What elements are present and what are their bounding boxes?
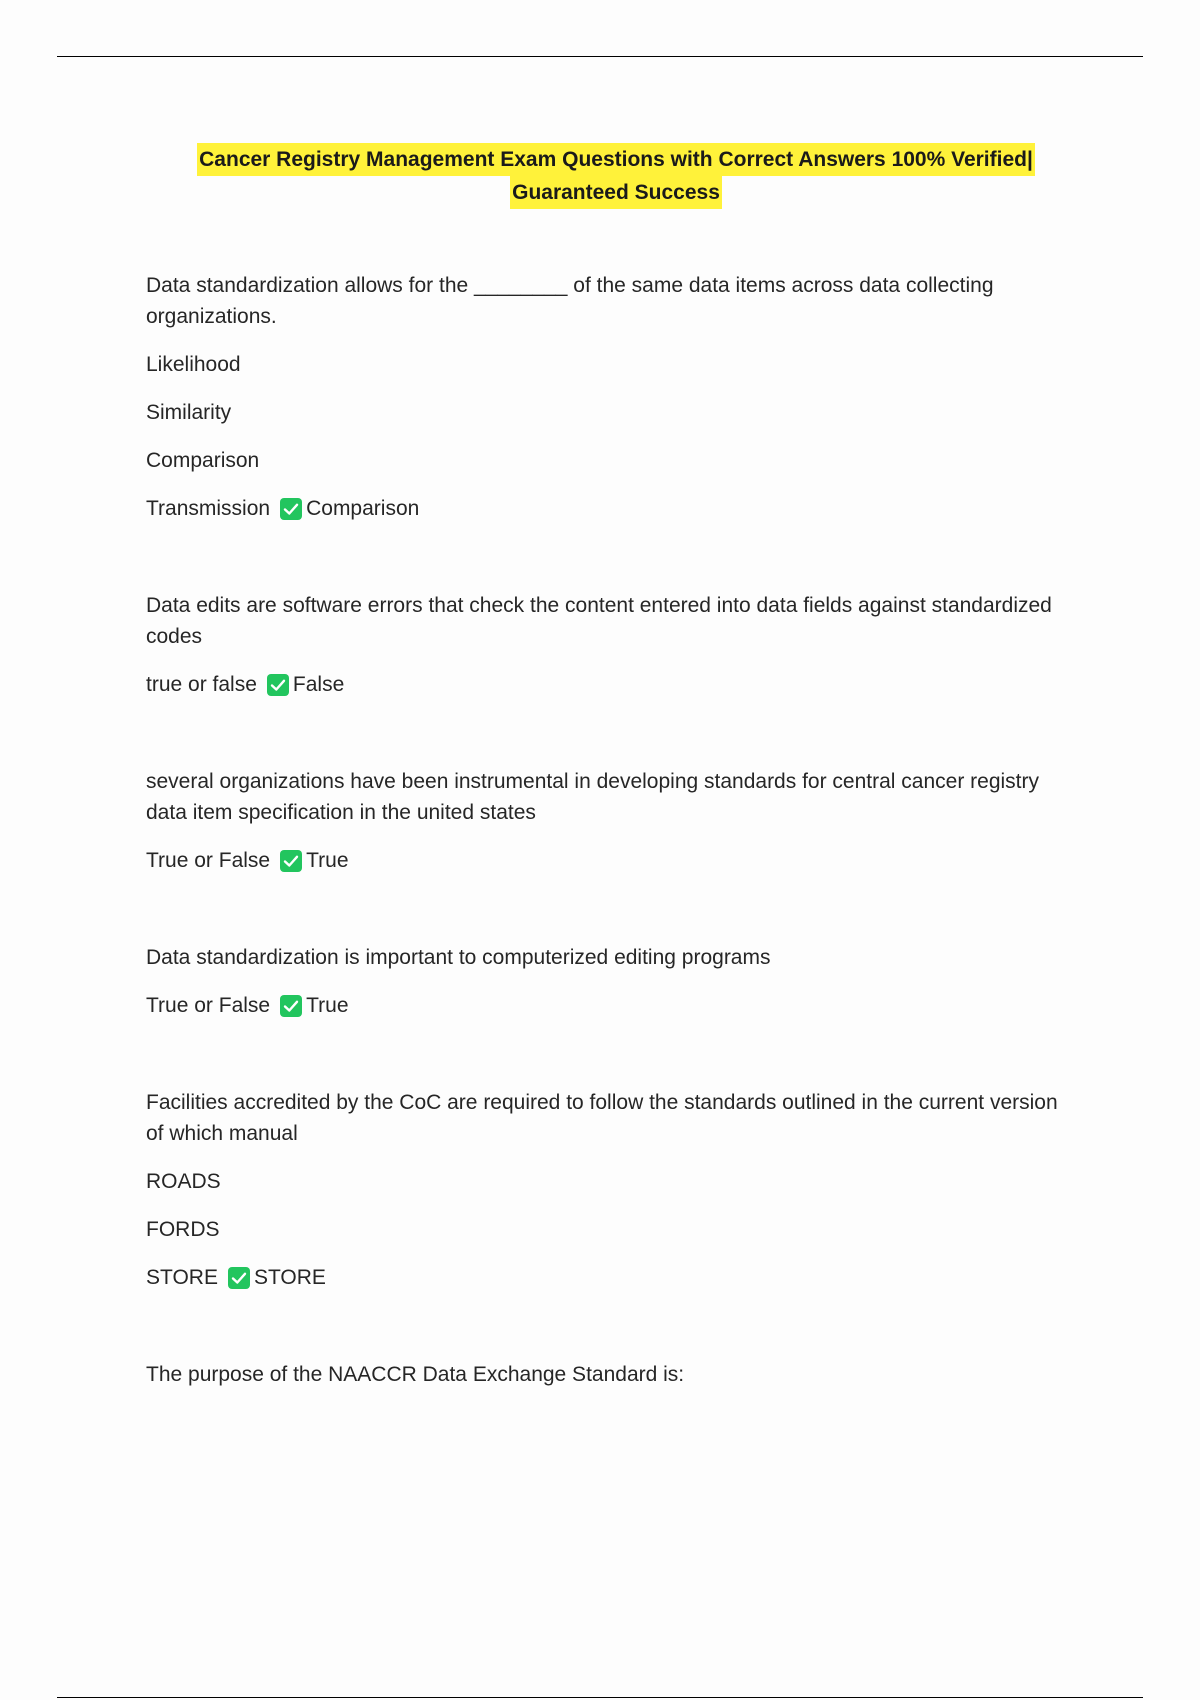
answer-option: True or False — [146, 849, 271, 872]
answer-option: True or False — [146, 994, 271, 1017]
question-text: Facilities accredited by the CoC are required to follow the standards outlined in the current version of which manual — [146, 1091, 1058, 1145]
answer-option: Likelihood — [146, 353, 241, 376]
question-item — [146, 270, 1076, 524]
title-line-2: Guaranteed Success — [510, 176, 722, 209]
question-text: several organizations have been instrumental in developing standards for central cancer registry data item specification in the united states — [146, 770, 1039, 824]
check-icon — [267, 674, 289, 696]
check-icon — [228, 1267, 250, 1289]
answer-option: true or false — [146, 673, 257, 696]
answer-row — [146, 669, 1076, 700]
footer-rule — [57, 1697, 1143, 1698]
question-item — [146, 766, 1076, 876]
question-text: Data standardization allows for the ________ of the same data items across data collecting organizations. — [146, 274, 994, 328]
correct-answer: True — [306, 849, 349, 872]
check-icon — [280, 995, 302, 1017]
answer-row — [146, 845, 1076, 876]
answer-option: Transmission — [146, 497, 271, 520]
answer-option: Similarity — [146, 401, 232, 424]
correct-answer: True — [306, 994, 349, 1017]
answer-row — [146, 493, 1076, 524]
question-item — [146, 590, 1076, 700]
correct-answer: Comparison — [306, 497, 420, 520]
answer-option: ROADS — [146, 1170, 221, 1193]
answer-option: FORDS — [146, 1218, 220, 1241]
answer-option: Comparison — [146, 449, 260, 472]
question-item — [146, 942, 1076, 1021]
document-title — [0, 143, 1200, 209]
question-text: Data standardization is important to computerized editing programs — [146, 946, 771, 969]
answer-row — [146, 1262, 1076, 1293]
question-item — [146, 1087, 1076, 1293]
correct-answer: False — [292, 673, 345, 696]
correct-answer: STORE — [253, 1266, 326, 1289]
questions-list — [146, 270, 1076, 1456]
title-line-1: Cancer Registry Management Exam Questions with Correct Answers 100% Verified| — [197, 143, 1035, 176]
header-rule — [57, 56, 1143, 57]
check-icon — [280, 498, 302, 520]
question-text: Data edits are software errors that check the content entered into data fields against standardized codes — [146, 594, 1052, 648]
answer-option: STORE — [146, 1266, 218, 1289]
answer-row — [146, 990, 1076, 1021]
question-text: The purpose of the NAACCR Data Exchange Standard is: — [146, 1363, 685, 1386]
question-item — [146, 1359, 1076, 1390]
check-icon — [280, 850, 302, 872]
